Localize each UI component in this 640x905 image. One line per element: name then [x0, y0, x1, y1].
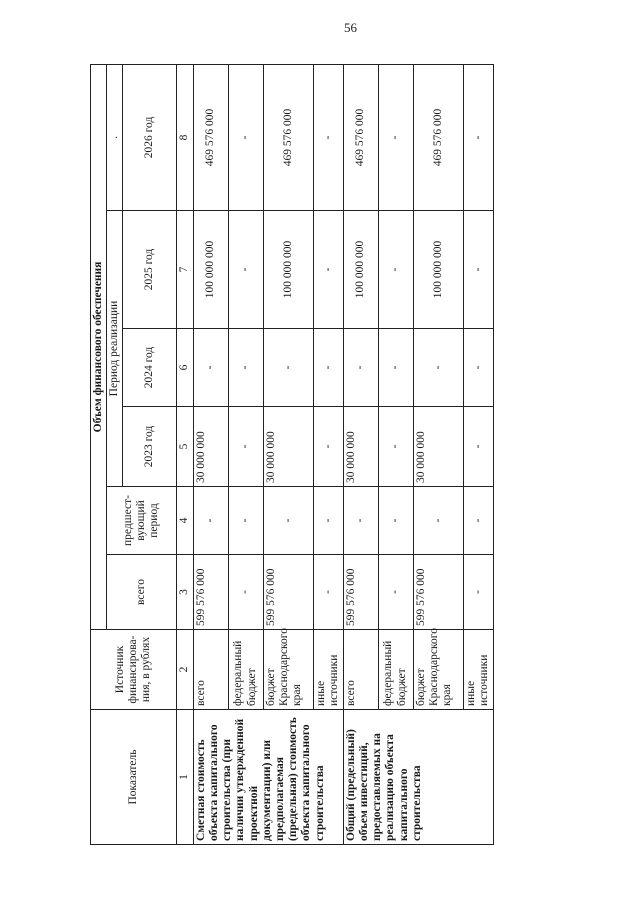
prev-cell: -: [343, 487, 378, 555]
header-2025: 2025 год: [123, 211, 177, 329]
table-row: [193, 64, 228, 844]
total-cell: 599 576 000: [413, 555, 463, 630]
column-numbers-row: [177, 64, 193, 844]
col-number: 8: [177, 64, 193, 210]
header-previous: предшест-вующий период: [107, 487, 177, 555]
header-indicator: Показатель: [91, 710, 177, 845]
source-cell: иные источники: [463, 630, 493, 710]
y2026-cell: -: [228, 64, 263, 210]
y2025-cell: 100 000 000: [343, 211, 378, 329]
y2023-cell: -: [378, 407, 413, 487]
y2024-cell: -: [193, 329, 228, 407]
total-cell: 599 576 000: [263, 555, 313, 630]
header-period: Период реализации: [107, 211, 123, 487]
total-cell: 599 576 000: [343, 555, 378, 630]
prev-cell: -: [193, 487, 228, 555]
y2023-cell: -: [313, 407, 343, 487]
source-cell: всего: [343, 630, 378, 710]
y2023-cell: 30 000 000: [193, 407, 228, 487]
y2023-cell: 30 000 000: [343, 407, 378, 487]
y2026-cell: -: [313, 64, 343, 210]
y2025-cell: -: [228, 211, 263, 329]
prev-cell: -: [378, 487, 413, 555]
col-number: 4: [177, 487, 193, 555]
y2023-cell: 30 000 000: [263, 407, 313, 487]
source-cell: федеральный бюджет: [378, 630, 413, 710]
header-2026: 2026 год: [123, 64, 177, 210]
y2024-cell: -: [413, 329, 463, 407]
col-number: 3: [177, 555, 193, 630]
col-number: 5: [177, 407, 193, 487]
indicator-cell: Сметная стоимость объекта капитального строительства (при наличии утвержденной проектной документации) или предполагаемая (предельная) стоимость объекта капитального строительства: [193, 710, 343, 845]
header-dot: .: [107, 64, 123, 210]
y2026-cell: 469 576 000: [263, 64, 313, 210]
col-number: 6: [177, 329, 193, 407]
y2026-cell: 469 576 000: [343, 64, 378, 210]
header-total: всего: [107, 555, 177, 630]
y2024-cell: -: [263, 329, 313, 407]
col-number: 7: [177, 211, 193, 329]
source-cell: федеральный бюджет: [228, 630, 263, 710]
source-cell: бюджет Краснодарского края: [263, 630, 313, 710]
header-volume: Объем финансового обеспечения: [91, 64, 107, 629]
y2026-cell: -: [463, 64, 493, 210]
y2024-cell: -: [463, 329, 493, 407]
total-cell: 599 576 000: [193, 555, 228, 630]
col-number: 1: [177, 710, 193, 845]
y2024-cell: -: [228, 329, 263, 407]
y2024-cell: -: [378, 329, 413, 407]
total-cell: -: [463, 555, 493, 630]
financing-table: [90, 64, 494, 845]
prev-cell: -: [463, 487, 493, 555]
y2023-cell: 30 000 000: [413, 407, 463, 487]
y2025-cell: -: [463, 211, 493, 329]
y2026-cell: 469 576 000: [193, 64, 228, 210]
col-number: 2: [177, 630, 193, 710]
y2024-cell: -: [313, 329, 343, 407]
prev-cell: -: [413, 487, 463, 555]
total-cell: -: [228, 555, 263, 630]
y2026-cell: 469 576 000: [413, 64, 463, 210]
source-cell: иные источники: [313, 630, 343, 710]
y2025-cell: -: [313, 211, 343, 329]
y2025-cell: -: [378, 211, 413, 329]
header-2024: 2024 год: [123, 329, 177, 407]
source-cell: бюджет Краснодарского края: [413, 630, 463, 710]
y2026-cell: -: [378, 64, 413, 210]
prev-cell: -: [313, 487, 343, 555]
financing-table-rotated: [90, 65, 490, 845]
page-number: 56: [344, 20, 357, 35]
source-cell: всего: [193, 630, 228, 710]
header-source: Источник финансирова-ния, в рублях: [91, 630, 177, 710]
indicator-cell: Общий (предельный) объем инвестиций, предоставляемых на реализацию объекта капитального строительства: [343, 710, 493, 845]
total-cell: -: [378, 555, 413, 630]
table-row: [343, 64, 378, 844]
y2025-cell: 100 000 000: [413, 211, 463, 329]
total-cell: -: [313, 555, 343, 630]
prev-cell: -: [228, 487, 263, 555]
y2023-cell: -: [228, 407, 263, 487]
y2025-cell: 100 000 000: [263, 211, 313, 329]
header-2023: 2023 год: [123, 407, 177, 487]
y2023-cell: -: [463, 407, 493, 487]
y2025-cell: 100 000 000: [193, 211, 228, 329]
y2024-cell: -: [343, 329, 378, 407]
prev-cell: -: [263, 487, 313, 555]
